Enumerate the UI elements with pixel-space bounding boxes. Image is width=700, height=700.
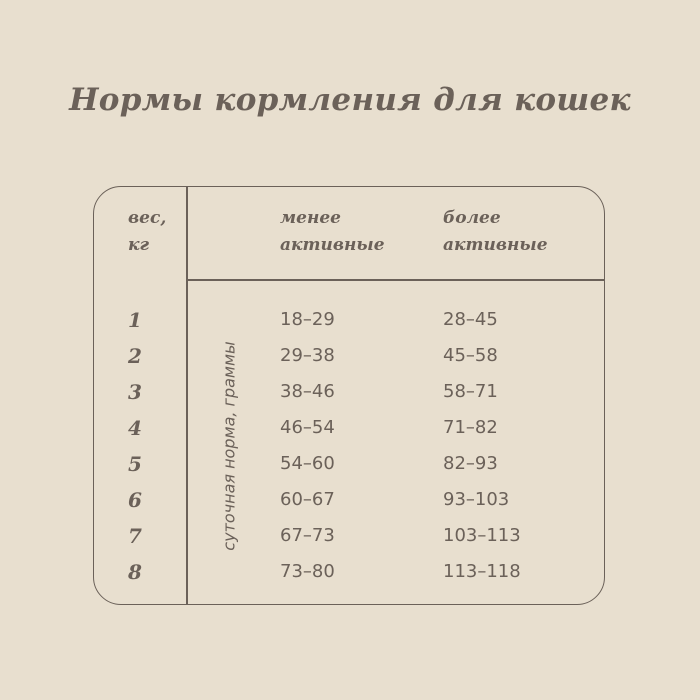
more-active-cell: 58–71: [443, 381, 498, 402]
table-row: [0, 446, 700, 482]
header-weight: [128, 205, 172, 259]
table-row: [0, 410, 700, 446]
less-active-cell: 29–38: [280, 345, 335, 366]
header-weight-line2: кг: [128, 235, 150, 255]
table-row: [0, 338, 700, 374]
weight-cell: 8: [128, 560, 142, 584]
weight-cell: 4: [128, 416, 142, 440]
header-more-line1: более: [443, 208, 501, 228]
less-active-cell: 54–60: [280, 453, 335, 474]
more-active-cell: 82–93: [443, 453, 498, 474]
weight-cell: 2: [128, 344, 142, 368]
page-title: Нормы кормления для кошек: [69, 82, 631, 118]
side-label: суточная норма, граммы: [219, 341, 239, 551]
less-active-cell: 18–29: [280, 309, 335, 330]
more-active-cell: 45–58: [443, 345, 498, 366]
weight-cell: 5: [128, 452, 142, 476]
more-active-cell: 28–45: [443, 309, 498, 330]
weight-cell: 3: [128, 380, 142, 404]
weight-cell: 7: [128, 524, 142, 548]
table-row: [0, 302, 700, 338]
more-active-cell: 93–103: [443, 489, 510, 510]
less-active-cell: 73–80: [280, 561, 335, 582]
more-active-cell: 71–82: [443, 417, 498, 438]
less-active-cell: 60–67: [280, 489, 335, 510]
header-less-line2: активные: [280, 235, 385, 255]
header-more-active: [443, 205, 583, 259]
table-row: [0, 374, 700, 410]
header-less-line1: менее: [280, 208, 342, 228]
header-weight-line1: вес,: [128, 208, 167, 228]
table-row: [0, 554, 700, 590]
more-active-cell: 113–118: [443, 561, 521, 582]
less-active-cell: 67–73: [280, 525, 335, 546]
less-active-cell: 46–54: [280, 417, 335, 438]
header-more-line2: активные: [443, 235, 548, 255]
table-row: [0, 482, 700, 518]
less-active-cell: 38–46: [280, 381, 335, 402]
more-active-cell: 103–113: [443, 525, 521, 546]
header-divider: [186, 279, 605, 281]
weight-cell: 1: [128, 308, 142, 332]
header-less-active: [280, 205, 420, 259]
weight-cell: 6: [128, 488, 142, 512]
table-row: [0, 518, 700, 554]
